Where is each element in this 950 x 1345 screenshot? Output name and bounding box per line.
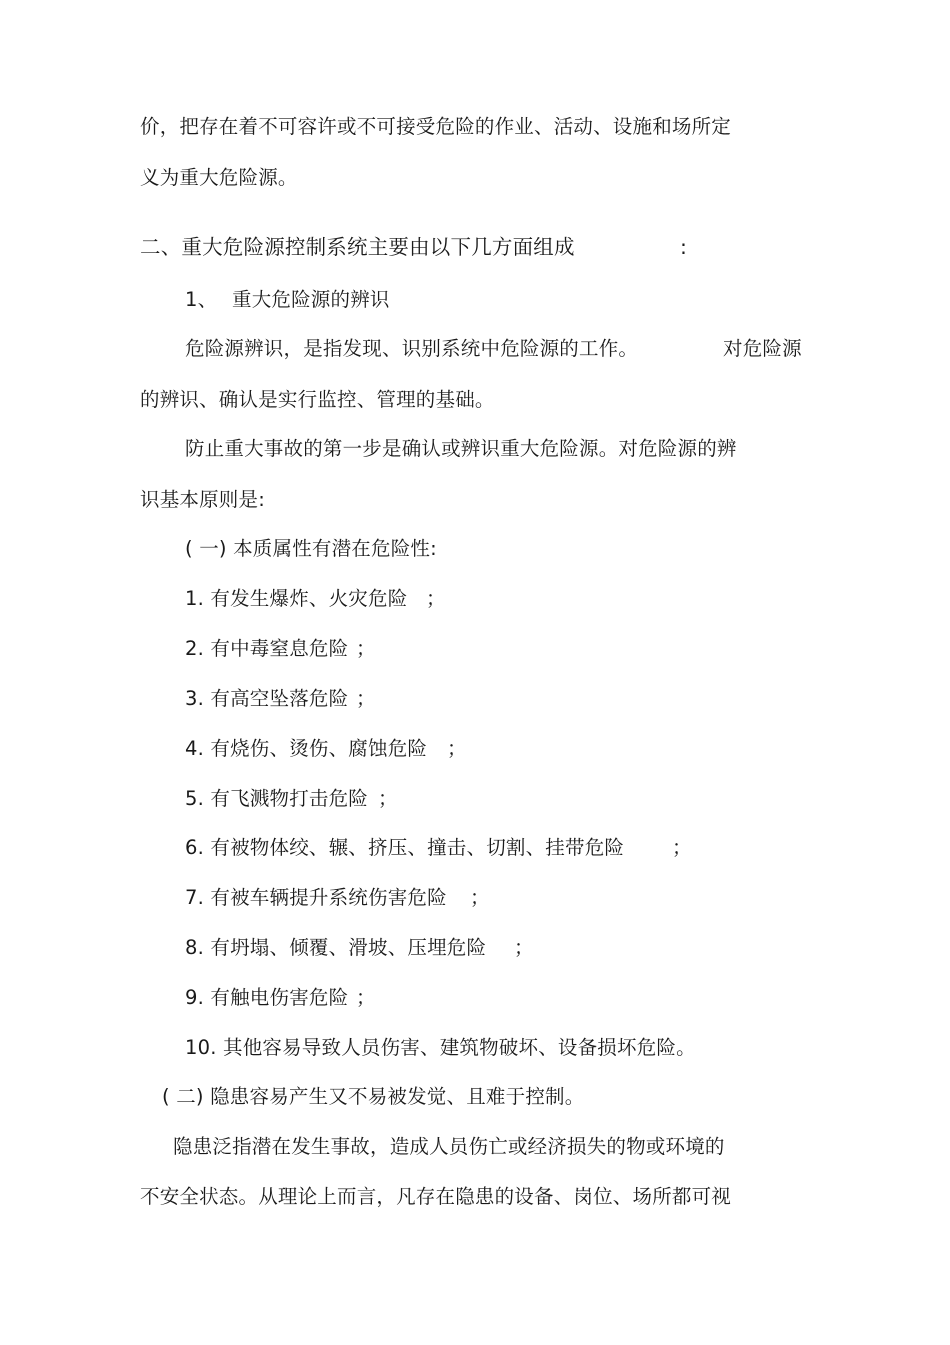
hazard-item-5: 5. 有飞溅物打击危险 bbox=[185, 787, 369, 810]
section-heading: 二、重大危险源控制系统主要由以下几方面组成 bbox=[140, 235, 575, 259]
hazard-item-2: 2. 有中毒窒息危险 bbox=[185, 637, 349, 660]
hazard-item-10: 10. 其他容易导致人员伤害、建筑物破坏、设备损坏危险。 bbox=[185, 1036, 696, 1059]
hazard-item-7: 7. 有被车辆提升系统伤害危险 bbox=[185, 886, 447, 909]
paragraph-intro-line-2: 义为重大危险源。 bbox=[140, 166, 298, 189]
hazard-item-3: 3. 有高空坠落危险 bbox=[185, 687, 349, 710]
hazard-item-9-semicolon: ； bbox=[356, 986, 376, 1009]
hazard-item-2-semicolon: ； bbox=[356, 637, 376, 660]
principle-two-title: ( 二) 隐患容易产生又不易被发觉、且难于控制。 bbox=[162, 1085, 585, 1108]
paragraph-first-step-line-2: 识基本原则是: bbox=[140, 488, 265, 511]
paragraph-intro-line-1: 价，把存在着不可容许或不可接受危险的作业、活动、设施和场所定 bbox=[140, 115, 732, 138]
hazard-item-3-semicolon: ； bbox=[356, 687, 376, 710]
hazard-item-4-semicolon: ； bbox=[447, 737, 467, 760]
hazard-item-1-semicolon: ； bbox=[426, 587, 446, 610]
paragraph-hidden-danger-line-1: 隐患泛指潜在发生事故，造成人员伤亡或经济损失的物或环境的 bbox=[173, 1135, 725, 1158]
hazard-item-5-semicolon: ； bbox=[378, 787, 398, 810]
hazard-item-4: 4. 有烧伤、烫伤、腐蚀危险 bbox=[185, 737, 428, 760]
hazard-item-8: 8. 有坍塌、倾覆、滑坡、压埋危险 bbox=[185, 936, 487, 959]
section-heading-colon: : bbox=[680, 235, 688, 259]
hazard-item-9: 9. 有触电伤害危险 bbox=[185, 986, 349, 1009]
hazard-item-7-semicolon: ； bbox=[470, 886, 490, 909]
paragraph-identification-line-1b: 对危险源 bbox=[723, 337, 802, 360]
principle-one-title: ( 一) 本质属性有潜在危险性: bbox=[185, 537, 437, 560]
paragraph-hidden-danger-line-2: 不安全状态。从理论上而言，凡存在隐患的设备、岗位、场所都可视 bbox=[140, 1185, 732, 1208]
paragraph-identification-line-2: 的辨识、确认是实行监控、管理的基础。 bbox=[140, 388, 495, 411]
subsection-number: 1、 bbox=[185, 288, 218, 311]
hazard-item-1: 1. 有发生爆炸、火灾危险 bbox=[185, 587, 408, 610]
hazard-item-6: 6. 有被物体绞、辗、挤压、撞击、切割、挂带危险 bbox=[185, 836, 625, 859]
subsection-title: 重大危险源的辨识 bbox=[232, 288, 390, 311]
hazard-item-8-semicolon: ； bbox=[514, 936, 534, 959]
hazard-item-6-semicolon: ； bbox=[672, 836, 692, 859]
paragraph-first-step-line-1: 防止重大事故的第一步是确认或辨识重大危险源。对危险源的辨 bbox=[185, 437, 737, 460]
paragraph-identification-line-1a: 危险源辨识，是指发现、识别系统中危险源的工作。 bbox=[185, 337, 639, 360]
